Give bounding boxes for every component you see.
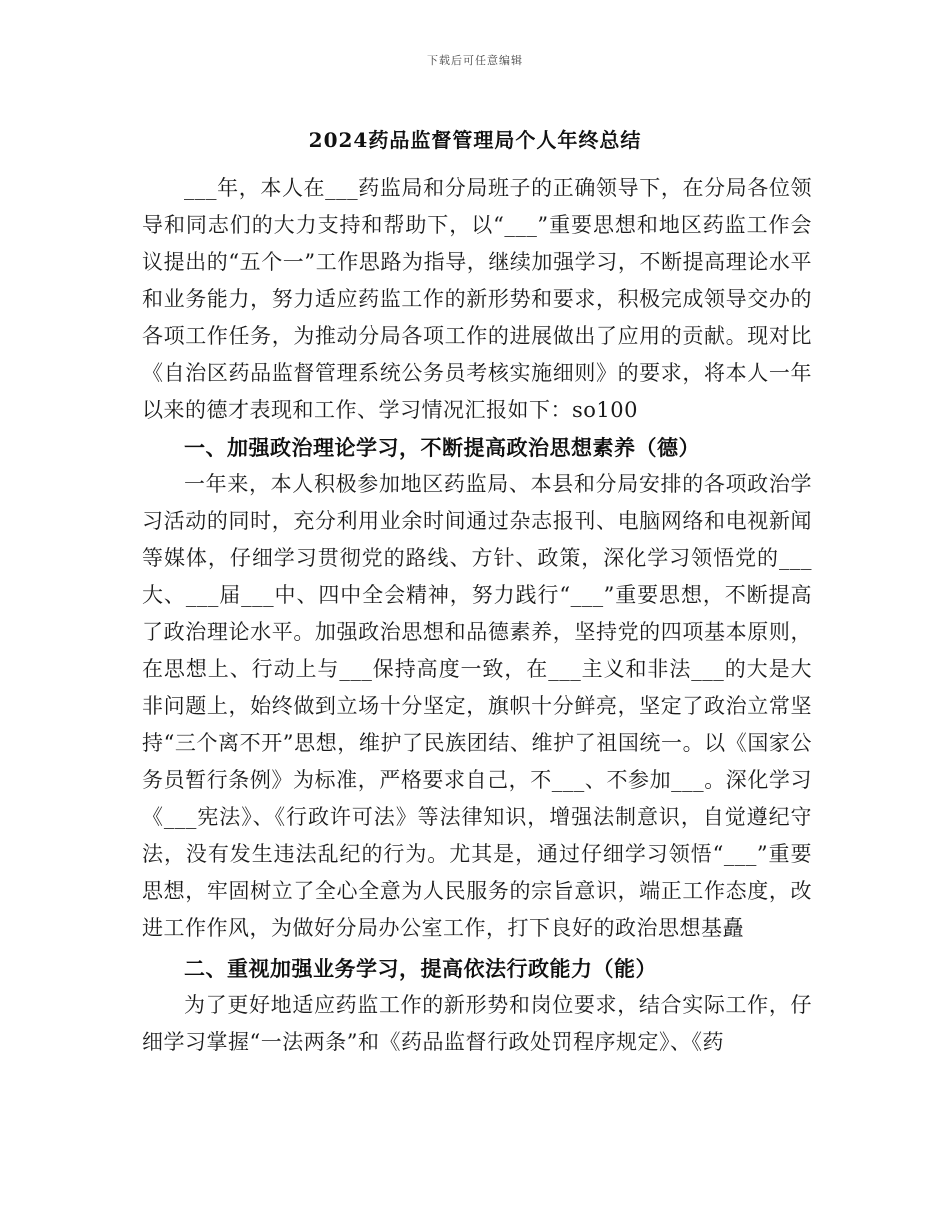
section-1-paragraph: 一年来，本人积极参加地区药监局、本县和分局安排的各项政治学习活动的同时，充分利用业余时间通过杂志报刊、电脑网络和电视新闻等媒体，仔细学习贯彻党的路线、方针、政策，深化学习领悟党的___大、___届___中、四中全会精神，努力践行“___”重要思想，不断提高了政治理论水平。加强政治思想和品德素养，坚持党的四项基本原则，在思想上、行动上与___保持高度一致，在___主义和非法___的大是大非问题上，始终做到立场十分坚定，旗帜十分鲜亮，坚定了政治立常坚持“三个离不开”思想，维护了民族团结、维护了祖国统一。以《国家公务员暂行条例》为标准，严格要求自己，不___、不参加___。深化学习《___宪法》、《行政许可法》等法律知识，增强法制意识，自觉遵纪守法，没有发生违法乱纪的行为。尤其是，通过仔细学习领悟“___”重要思想，牢固树立了全心全意为人民服务的宗旨意识，端正工作态度，改进工作作风，为做好分局办公室工作，打下良好的政治思想基矗 xyxy=(142,472,812,940)
intro-paragraph: ___年，本人在___药监局和分局班子的正确领导下，在分局各位领导和同志们的大力支持和帮助下，以“___”重要思想和地区药监工作会议提出的“五个一”工作思路为指导，继续加强学习，不断提高理论水平和业务能力，努力适应药监工作的新形势和要求，积极完成领导交办的各项工作任务，为推动分局各项工作的进展做出了应用的贡献。现对比《自治区药品监督管理系统公务员考核实施细则》的要求，将本人一年以来的德才表现和工作、学习情况汇报如下：so100 xyxy=(142,176,812,422)
section-1-heading: 一、加强政治理论学习，不断提高政治思想素养（德） xyxy=(184,435,700,460)
header-note: 下载后可任意编辑 xyxy=(427,54,523,67)
section-2-paragraph: 为了更好地适应药监工作的新形势和岗位要求，结合实际工作，仔细学习掌握“一法两条”和《药品监督行政处罚程序规定》、《药 xyxy=(142,993,812,1054)
document-body xyxy=(142,170,812,1061)
document-title: 2024药品监督管理局个人年终总结 xyxy=(308,128,642,152)
section-2-heading: 二、重视加强业务学习，提高依法行政能力（能） xyxy=(184,956,657,981)
